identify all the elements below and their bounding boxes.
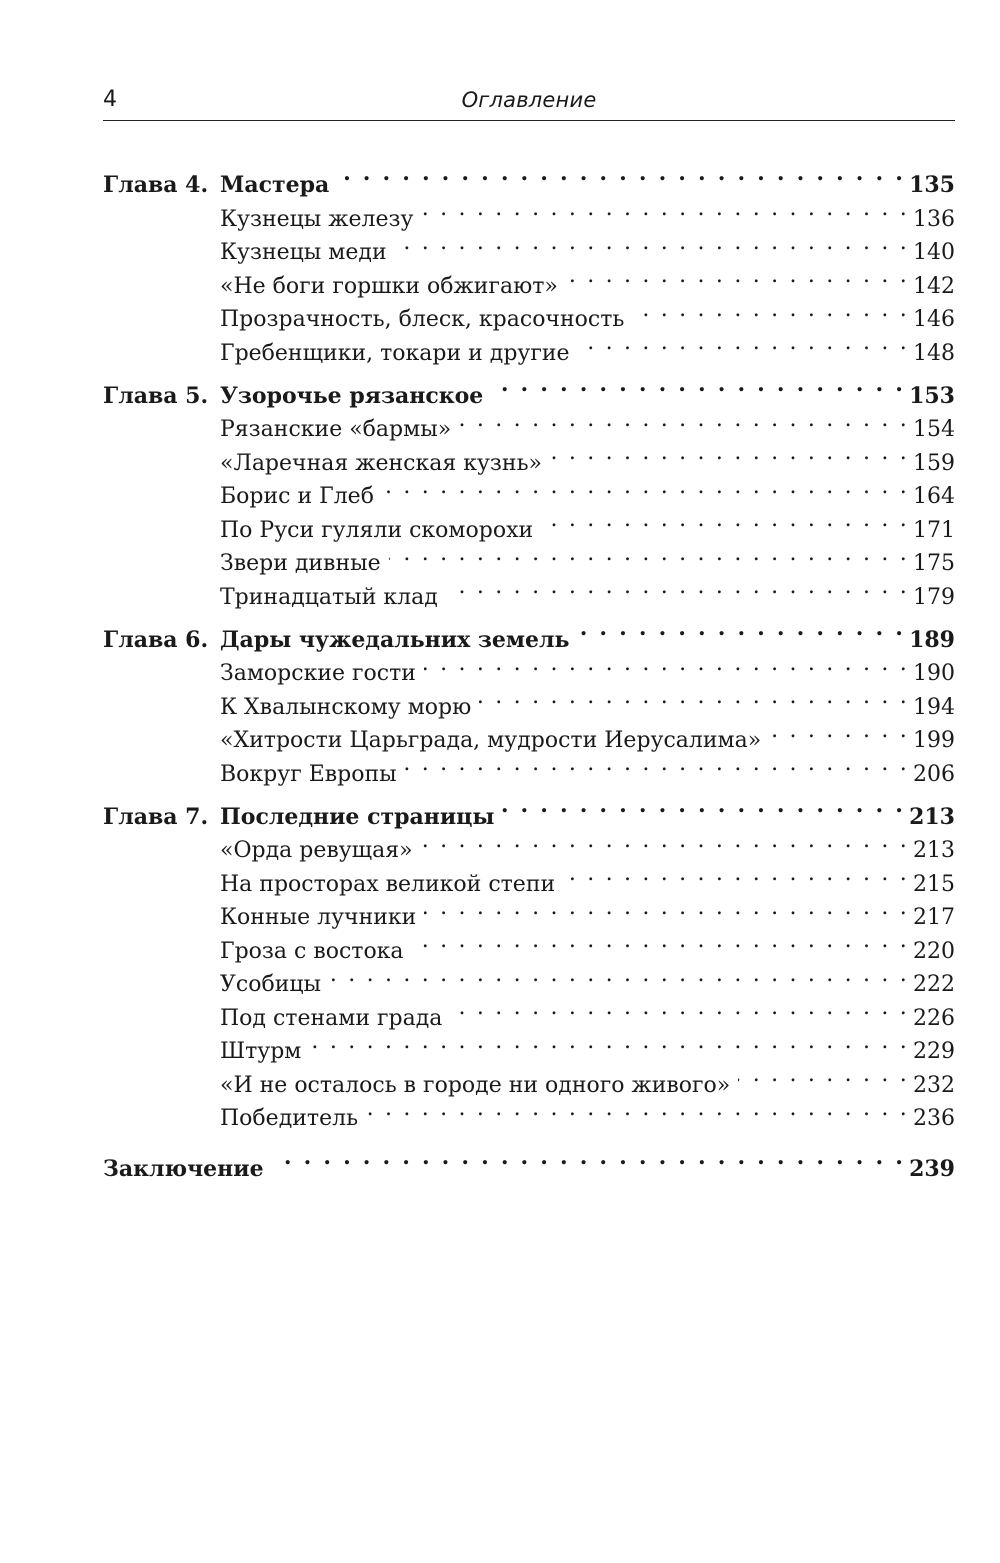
section-title: «Не боги горшки обжигают» xyxy=(220,273,558,299)
section-title: Гребенщики, токари и другие xyxy=(220,340,570,366)
section-title: Прозрачность, блеск, красочность xyxy=(220,307,625,332)
chapter-entry xyxy=(103,610,955,653)
dot-leader xyxy=(421,824,909,858)
dot-leader xyxy=(424,891,909,925)
dot-leader xyxy=(450,991,909,1025)
dot-leader xyxy=(424,647,909,681)
section-page-number: 179 xyxy=(913,584,955,610)
section-page-number: 215 xyxy=(913,871,955,897)
dot-leader xyxy=(382,470,909,504)
section-title: «Хитрости Царьграда, мудрости Иерусалима» xyxy=(220,728,762,753)
section-title: Звери дивные xyxy=(220,551,381,576)
chapter-block xyxy=(103,155,955,366)
section-page-number: 175 xyxy=(913,551,955,576)
section-page-number: 226 xyxy=(913,1005,955,1031)
section-page-number: 199 xyxy=(913,728,955,753)
dot-leader xyxy=(502,787,905,824)
section-title: Вокруг Европы xyxy=(220,761,397,787)
chapter-block xyxy=(103,366,955,610)
section-title: Под стенами града xyxy=(220,1005,443,1031)
running-title: Оглавление xyxy=(461,88,597,112)
section-title: Конные лучники xyxy=(220,905,417,930)
dot-leader xyxy=(738,1058,909,1092)
section-page-number: 229 xyxy=(913,1039,955,1064)
conclusion-title: Заключение xyxy=(103,1156,264,1182)
table-of-contents xyxy=(103,155,955,1182)
page-number: 4 xyxy=(103,87,117,112)
section-page-number: 164 xyxy=(913,484,955,509)
chapter-page-number: 135 xyxy=(909,172,955,198)
dot-leader xyxy=(389,537,909,571)
dot-leader xyxy=(566,259,909,293)
section-title: «И не осталось в городе ни одного живого» xyxy=(220,1072,731,1098)
section-title: Кузнецы железу xyxy=(220,206,414,232)
dot-leader xyxy=(446,570,909,604)
section-title: Усобицы xyxy=(220,972,322,997)
dot-leader xyxy=(337,155,905,192)
chapter-title: Дары чужедальних земель xyxy=(220,626,570,653)
chapter-label: Глава 5. xyxy=(103,382,209,409)
section-page-number: 148 xyxy=(913,340,955,366)
section-title: Победитель xyxy=(220,1106,359,1131)
section-page-number: 159 xyxy=(913,450,955,476)
dot-leader xyxy=(578,326,909,360)
dot-leader xyxy=(491,366,905,403)
section-page-number: 220 xyxy=(913,938,955,964)
conclusion-entry xyxy=(103,1139,955,1182)
section-title: Штурм xyxy=(220,1039,302,1064)
section-page-number: 206 xyxy=(913,761,955,787)
dot-leader xyxy=(412,924,909,958)
chapter-entry xyxy=(103,366,955,409)
dot-leader xyxy=(272,1139,905,1176)
chapter-page-number: 213 xyxy=(909,803,955,830)
conclusion-page-number: 239 xyxy=(909,1156,955,1182)
section-page-number: 140 xyxy=(913,240,955,265)
dot-leader xyxy=(550,436,909,470)
dot-leader xyxy=(459,403,909,437)
section-title: «Ларечная женская кузнь» xyxy=(220,450,543,476)
section-title: Борис и Глеб xyxy=(220,484,374,509)
section-page-number: 171 xyxy=(913,517,955,543)
chapter-page-number: 189 xyxy=(909,626,955,653)
section-title: Рязанские «бармы» xyxy=(220,417,452,442)
dot-leader xyxy=(479,680,909,714)
dot-leader xyxy=(395,226,909,260)
section-title: По Руси гуляли скоморохи xyxy=(220,517,534,543)
dot-leader xyxy=(329,958,909,992)
chapter-title: Последние страницы xyxy=(220,803,495,830)
section-title: Гроза с востока xyxy=(220,938,404,964)
chapter-label: Глава 4. xyxy=(103,172,209,198)
section-page-number: 236 xyxy=(913,1106,955,1131)
chapter-block xyxy=(103,610,955,787)
chapter-title: Узорочье рязанское xyxy=(220,382,484,409)
section-title: Кузнецы меди xyxy=(220,240,387,265)
section-title: Тринадцатый клад xyxy=(220,584,438,610)
chapter-label: Глава 6. xyxy=(103,626,209,653)
dot-leader xyxy=(309,1025,909,1059)
section-page-number: 232 xyxy=(913,1072,955,1098)
dot-leader xyxy=(632,293,909,327)
dot-leader xyxy=(563,857,909,891)
section-title: «Орда ревущая» xyxy=(220,838,413,863)
dot-leader xyxy=(577,610,905,647)
section-page-number: 154 xyxy=(913,417,955,442)
section-page-number: 194 xyxy=(913,694,955,720)
chapter-entry xyxy=(103,155,955,198)
section-page-number: 136 xyxy=(913,206,955,232)
dot-leader xyxy=(366,1092,909,1126)
section-page-number: 222 xyxy=(913,972,955,997)
section-page-number: 190 xyxy=(913,661,955,686)
section-title: К Хвалынскому морю xyxy=(220,694,472,720)
section-page-number: 213 xyxy=(913,838,955,863)
dot-leader xyxy=(769,714,909,748)
section-title: Заморские гости xyxy=(220,661,416,686)
chapter-page-number: 153 xyxy=(909,382,955,409)
chapter-entry xyxy=(103,787,955,830)
section-page-number: 146 xyxy=(913,307,955,332)
dot-leader xyxy=(541,503,909,537)
chapter-title: Мастера xyxy=(220,172,330,198)
page-header xyxy=(103,86,955,121)
dot-leader xyxy=(405,747,909,781)
section-title: На просторах великой степи xyxy=(220,871,556,897)
section-page-number: 142 xyxy=(913,273,955,299)
chapter-block xyxy=(103,787,955,1132)
dot-leader xyxy=(422,192,910,226)
section-page-number: 217 xyxy=(913,905,955,930)
chapter-label: Глава 7. xyxy=(103,803,209,830)
